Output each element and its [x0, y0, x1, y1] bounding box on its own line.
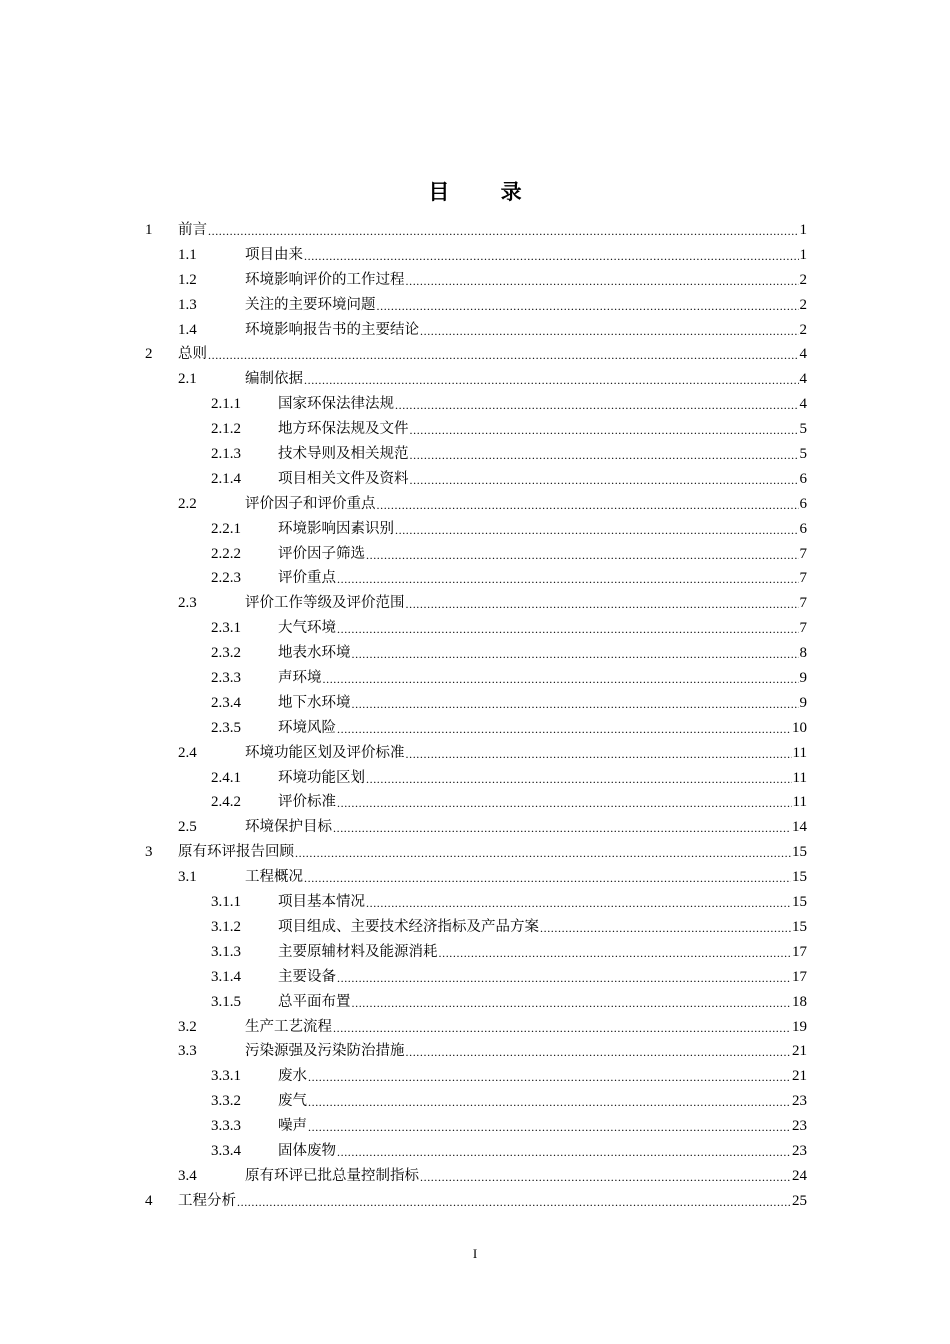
toc-entry[interactable]	[145, 766, 807, 791]
toc-dot-leader	[410, 442, 799, 467]
toc-entry-title: 关注的主要环境问题	[245, 296, 376, 313]
toc-entry-page: 7	[799, 570, 807, 587]
toc-entry[interactable]	[145, 442, 807, 467]
toc-entry-number: 2.2.1	[211, 520, 241, 537]
toc-entry-number: 2.3.1	[211, 620, 241, 637]
toc-dot-leader	[406, 741, 792, 766]
toc-entry[interactable]	[145, 467, 807, 492]
toc-dot-leader	[377, 293, 799, 318]
toc-entry-title: 生产工艺流程	[245, 1018, 332, 1035]
toc-entry-number: 2.1.1	[211, 396, 241, 413]
toc-entry-title: 固体废物	[278, 1142, 336, 1159]
toc-dot-leader	[333, 815, 791, 840]
toc-entry-number: 1.3	[178, 296, 197, 313]
toc-entry-title: 项目相关文件及资料	[278, 470, 409, 487]
toc-entry-page: 5	[799, 446, 807, 463]
toc-entry-number: 3.1.1	[211, 894, 241, 911]
toc-entry-number: 2.5	[178, 819, 197, 836]
toc-entry-title: 地下水环境	[278, 694, 351, 711]
toc-entry[interactable]	[145, 641, 807, 666]
toc-entry[interactable]	[145, 790, 807, 815]
toc-entry-page: 15	[792, 918, 807, 935]
toc-entry-title: 污染源强及污染防治措施	[245, 1043, 405, 1060]
toc-entry[interactable]	[145, 815, 807, 840]
toc-entry-title: 技术导则及相关规范	[278, 446, 409, 463]
toc-entry[interactable]	[145, 492, 807, 517]
toc-entry-page: 2	[799, 271, 807, 288]
toc-entry-title: 评价工作等级及评价范围	[245, 595, 405, 612]
toc-entry-number: 2.3.5	[211, 719, 241, 736]
toc-entry-page: 2	[799, 296, 807, 313]
toc-entry[interactable]	[145, 318, 807, 343]
toc-entry-number: 1.2	[178, 271, 197, 288]
toc-entry-number: 3.2	[178, 1018, 197, 1035]
toc-entry-title: 地方环保法规及文件	[278, 421, 409, 438]
toc-entry[interactable]	[145, 1114, 807, 1139]
toc-entry-title: 环境保护目标	[245, 819, 332, 836]
toc-entry-number: 3.4	[178, 1167, 197, 1184]
toc-dot-leader	[337, 1139, 791, 1164]
toc-entry-page: 11	[792, 744, 807, 761]
toc-dot-leader	[333, 1015, 791, 1040]
toc-entry[interactable]	[145, 1089, 807, 1114]
toc-entry-title: 前言	[178, 222, 207, 238]
page-title: 目 录	[428, 179, 544, 204]
toc-entry-number: 3.3.4	[211, 1142, 241, 1159]
toc-dot-leader	[366, 766, 792, 791]
toc-entry-page: 6	[799, 520, 807, 537]
toc-entry[interactable]	[145, 566, 807, 591]
toc-dot-leader	[395, 517, 799, 542]
toc-entry-title: 项目组成、主要技术经济指标及产品方案	[278, 918, 539, 935]
toc-dot-leader	[308, 1089, 791, 1114]
toc-entry-number: 3.1.2	[211, 918, 241, 935]
toc-entry-title: 大气环境	[278, 620, 336, 637]
toc-entry-number: 3.3.3	[211, 1118, 241, 1135]
toc-entry-number: 2.3	[178, 595, 197, 612]
toc-entry-number: 2.4.2	[211, 794, 241, 811]
toc-entry[interactable]	[145, 865, 807, 890]
toc-entry[interactable]	[145, 965, 807, 990]
toc-entry-page: 23	[792, 1118, 807, 1135]
toc-entry[interactable]	[145, 716, 807, 741]
toc-entry[interactable]	[145, 990, 807, 1015]
toc-entry-page: 15	[792, 844, 807, 861]
toc-dot-leader	[337, 965, 791, 990]
toc-entry[interactable]	[145, 840, 807, 865]
toc-dot-leader	[540, 915, 791, 940]
toc-entry[interactable]	[145, 1015, 807, 1040]
toc-entry[interactable]	[145, 666, 807, 691]
toc-entry-title: 评价因子和评价重点	[245, 495, 376, 512]
toc-entry-title: 主要原辅材料及能源消耗	[278, 943, 438, 960]
toc-entry-number: 2.3.3	[211, 670, 241, 687]
toc-entry-page: 9	[799, 694, 807, 711]
toc-entry-page: 21	[792, 1043, 807, 1060]
toc-dot-leader	[304, 865, 791, 890]
toc-entry-number: 2.2	[178, 495, 197, 512]
toc-entry-page: 6	[799, 495, 807, 512]
toc-entry-number: 4	[145, 1192, 153, 1209]
toc-entry-number: 2	[145, 346, 153, 363]
toc-entry[interactable]	[145, 1064, 807, 1089]
toc-entry[interactable]	[145, 691, 807, 716]
toc-entry[interactable]	[145, 591, 807, 616]
toc-entry[interactable]	[145, 243, 807, 268]
table-of-contents	[145, 218, 807, 1214]
toc-entry[interactable]	[145, 1139, 807, 1164]
toc-entry-number: 1.4	[178, 321, 197, 338]
toc-entry-page: 15	[792, 869, 807, 886]
toc-dot-leader	[308, 1064, 791, 1089]
toc-entry[interactable]	[145, 1164, 807, 1189]
toc-entry[interactable]	[145, 1039, 807, 1064]
toc-dot-leader	[208, 218, 799, 243]
toc-entry[interactable]	[145, 342, 807, 367]
toc-entry-number: 2.4	[178, 744, 197, 761]
toc-entry-title: 废气	[278, 1093, 307, 1110]
toc-entry-title: 废水	[278, 1068, 307, 1085]
toc-dot-leader	[337, 616, 799, 641]
toc-entry-title: 项目基本情况	[278, 894, 365, 911]
toc-entry-title: 编制依据	[245, 371, 303, 388]
toc-dot-leader	[406, 268, 799, 293]
toc-entry-page: 1	[799, 222, 807, 238]
toc-dot-leader	[410, 467, 799, 492]
toc-entry-number: 3.1.3	[211, 943, 241, 960]
toc-entry-number: 3.1.5	[211, 993, 241, 1010]
toc-entry-page: 24	[792, 1167, 807, 1184]
toc-entry-page: 8	[799, 645, 807, 662]
toc-entry-page: 7	[799, 620, 807, 637]
toc-entry-number: 1.1	[178, 246, 197, 263]
toc-entry[interactable]	[145, 367, 807, 392]
toc-entry-page: 18	[792, 993, 807, 1010]
toc-entry-number: 2.1.4	[211, 470, 241, 487]
toc-entry-page: 5	[799, 421, 807, 438]
toc-dot-leader	[439, 940, 792, 965]
toc-dot-leader	[337, 790, 792, 815]
toc-entry-page: 17	[792, 968, 807, 985]
toc-entry-number: 3.3.2	[211, 1093, 241, 1110]
toc-dot-leader	[308, 1114, 791, 1139]
toc-entry-number: 2.2.3	[211, 570, 241, 587]
toc-entry-number: 2.3.2	[211, 645, 241, 662]
toc-entry[interactable]	[145, 293, 807, 318]
toc-dot-leader	[352, 990, 792, 1015]
toc-entry[interactable]	[145, 218, 807, 243]
toc-entry-title: 环境功能区划	[278, 769, 365, 786]
toc-entry-number: 3	[145, 844, 153, 861]
toc-entry-title: 原有环评报告回顾	[178, 844, 294, 861]
toc-entry-title: 总则	[178, 346, 207, 363]
toc-dot-leader	[420, 1164, 791, 1189]
toc-dot-leader	[304, 243, 799, 268]
toc-entry-number: 2.1	[178, 371, 197, 388]
toc-entry-page: 19	[792, 1018, 807, 1035]
toc-dot-leader	[295, 840, 791, 865]
page-footer-number: I	[472, 1246, 478, 1261]
toc-dot-leader	[337, 716, 791, 741]
toc-dot-leader	[420, 318, 799, 343]
toc-entry-page: 9	[799, 670, 807, 687]
toc-entry-title: 噪声	[278, 1118, 307, 1135]
toc-entry-title: 评价标准	[278, 794, 336, 811]
toc-entry[interactable]	[145, 890, 807, 915]
toc-entry-title: 评价重点	[278, 570, 336, 587]
toc-entry-title: 环境影响报告书的主要结论	[245, 321, 419, 338]
toc-entry-page: 7	[799, 545, 807, 562]
toc-dot-leader	[337, 566, 799, 591]
toc-entry[interactable]	[145, 741, 807, 766]
toc-entry-page: 2	[799, 321, 807, 338]
toc-entry[interactable]	[145, 517, 807, 542]
toc-entry-title: 地表水环境	[278, 645, 351, 662]
toc-dot-leader	[352, 691, 799, 716]
toc-dot-leader	[323, 666, 799, 691]
toc-entry[interactable]	[145, 268, 807, 293]
toc-entry-number: 2.1.2	[211, 421, 241, 438]
toc-entry-title: 主要设备	[278, 968, 336, 985]
toc-entry-page: 17	[792, 943, 807, 960]
toc-entry-page: 23	[792, 1142, 807, 1159]
toc-entry-page: 15	[792, 894, 807, 911]
toc-entry-number: 2.3.4	[211, 694, 241, 711]
toc-entry-number: 2.1.3	[211, 446, 241, 463]
toc-entry-number: 2.2.2	[211, 545, 241, 562]
toc-entry[interactable]	[145, 542, 807, 567]
toc-dot-leader	[237, 1189, 791, 1214]
toc-entry-page: 10	[792, 719, 807, 736]
toc-entry-page: 7	[799, 595, 807, 612]
toc-entry-title: 环境影响因素识别	[278, 520, 394, 537]
toc-entry-page: 11	[792, 769, 807, 786]
toc-entry-page: 14	[792, 819, 807, 836]
toc-entry-number: 1	[145, 222, 153, 238]
toc-dot-leader	[352, 641, 799, 666]
toc-dot-leader	[406, 591, 799, 616]
toc-entry-title: 环境风险	[278, 719, 336, 736]
toc-entry-number: 3.1	[178, 869, 197, 886]
toc-dot-leader	[208, 342, 799, 367]
toc-entry[interactable]	[145, 417, 807, 442]
toc-entry-number: 3.3.1	[211, 1068, 241, 1085]
toc-entry[interactable]	[145, 915, 807, 940]
toc-entry-title: 国家环保法律法规	[278, 396, 394, 413]
toc-entry-title: 工程概况	[245, 869, 303, 886]
toc-entry-title: 评价因子筛选	[278, 545, 365, 562]
toc-entry-page: 4	[799, 346, 807, 363]
toc-dot-leader	[304, 367, 799, 392]
toc-dot-leader	[410, 417, 799, 442]
toc-entry[interactable]	[145, 392, 807, 417]
toc-entry-page: 6	[799, 470, 807, 487]
toc-dot-leader	[377, 492, 799, 517]
toc-entry-page: 4	[799, 396, 807, 413]
toc-entry-page: 21	[792, 1068, 807, 1085]
toc-entry-page: 23	[792, 1093, 807, 1110]
toc-entry-page: 1	[799, 246, 807, 263]
toc-entry[interactable]	[145, 1189, 807, 1214]
toc-dot-leader	[406, 1039, 792, 1064]
toc-dot-leader	[395, 392, 799, 417]
toc-entry-title: 原有环评已批总量控制指标	[245, 1167, 419, 1184]
toc-dot-leader	[366, 542, 799, 567]
toc-entry-page: 4	[799, 371, 807, 388]
toc-entry-number: 2.4.1	[211, 769, 241, 786]
toc-dot-leader	[366, 890, 791, 915]
toc-entry-title: 环境功能区划及评价标准	[245, 744, 405, 761]
toc-entry[interactable]	[145, 616, 807, 641]
toc-entry-title: 项目由来	[245, 246, 303, 263]
toc-entry-title: 总平面布置	[278, 993, 351, 1010]
toc-entry-number: 3.1.4	[211, 968, 241, 985]
toc-entry[interactable]	[145, 940, 807, 965]
toc-entry-number: 3.3	[178, 1043, 197, 1060]
toc-entry-title: 环境影响评价的工作过程	[245, 271, 405, 288]
toc-entry-title: 声环境	[278, 670, 322, 687]
toc-entry-title: 工程分析	[178, 1192, 236, 1209]
toc-entry-page: 11	[792, 794, 807, 811]
toc-entry-page: 25	[792, 1192, 807, 1209]
